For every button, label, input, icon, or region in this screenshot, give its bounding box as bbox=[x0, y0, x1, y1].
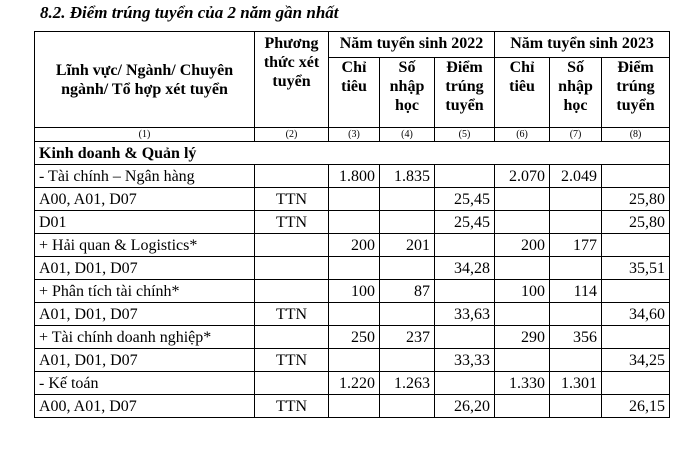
quota-2022: 200 bbox=[329, 234, 380, 257]
quota-2023 bbox=[495, 211, 550, 234]
score-2023 bbox=[602, 165, 670, 188]
score-2022: 25,45 bbox=[435, 188, 495, 211]
row-method bbox=[255, 234, 329, 257]
quota-2022 bbox=[329, 257, 380, 280]
section-title: Kinh doanh & Quản lý bbox=[35, 142, 670, 165]
col-number: (1) bbox=[35, 128, 255, 142]
table-row bbox=[35, 211, 670, 234]
enrolled-2022: 237 bbox=[380, 326, 435, 349]
enrolled-2023 bbox=[550, 395, 602, 418]
quota-2023 bbox=[495, 395, 550, 418]
enrolled-2022 bbox=[380, 395, 435, 418]
score-2023: 35,51 bbox=[602, 257, 670, 280]
admission-score-table bbox=[34, 31, 670, 418]
row-method: TTN bbox=[255, 211, 329, 234]
section-row bbox=[35, 142, 670, 165]
header-year-2022: Năm tuyển sinh 2022 bbox=[329, 32, 495, 58]
score-2023 bbox=[602, 280, 670, 303]
col-number: (3) bbox=[329, 128, 380, 142]
header-enrolled-2023: Số nhập học bbox=[550, 58, 602, 128]
row-name: + Tài chính doanh nghiệp* bbox=[35, 326, 255, 349]
quota-2022 bbox=[329, 395, 380, 418]
score-2022: 33,63 bbox=[435, 303, 495, 326]
row-method: TTN bbox=[255, 188, 329, 211]
col-number: (8) bbox=[602, 128, 670, 142]
enrolled-2023: 114 bbox=[550, 280, 602, 303]
row-name: D01 bbox=[35, 211, 255, 234]
quota-2022: 1.220 bbox=[329, 372, 380, 395]
header-score-2022: Điểm trúng tuyển bbox=[435, 58, 495, 128]
section-heading: 8.2. Điểm trúng tuyển của 2 năm gần nhất bbox=[40, 3, 339, 22]
enrolled-2022 bbox=[380, 257, 435, 280]
score-2023: 26,15 bbox=[602, 395, 670, 418]
score-2023 bbox=[602, 326, 670, 349]
table-row bbox=[35, 234, 670, 257]
row-name: A01, D01, D07 bbox=[35, 349, 255, 372]
enrolled-2023 bbox=[550, 211, 602, 234]
header-score-2023: Điểm trúng tuyển bbox=[602, 58, 670, 128]
row-name: A01, D01, D07 bbox=[35, 303, 255, 326]
row-method bbox=[255, 165, 329, 188]
row-name: + Hải quan & Logistics* bbox=[35, 234, 255, 257]
enrolled-2023: 1.301 bbox=[550, 372, 602, 395]
score-2022: 34,28 bbox=[435, 257, 495, 280]
table-row bbox=[35, 188, 670, 211]
enrolled-2023 bbox=[550, 303, 602, 326]
quota-2023 bbox=[495, 349, 550, 372]
header-method: Phương thức xét tuyển bbox=[255, 32, 329, 128]
row-method bbox=[255, 326, 329, 349]
row-method bbox=[255, 280, 329, 303]
quota-2022: 250 bbox=[329, 326, 380, 349]
table-row bbox=[35, 349, 670, 372]
column-number-row bbox=[35, 128, 670, 142]
quota-2023: 100 bbox=[495, 280, 550, 303]
table-row bbox=[35, 303, 670, 326]
score-2022 bbox=[435, 280, 495, 303]
enrolled-2023: 2.049 bbox=[550, 165, 602, 188]
table-row bbox=[35, 257, 670, 280]
table-row bbox=[35, 280, 670, 303]
score-2022 bbox=[435, 165, 495, 188]
header-quota-2023: Chỉ tiêu bbox=[495, 58, 550, 128]
score-2023 bbox=[602, 372, 670, 395]
score-2023: 34,25 bbox=[602, 349, 670, 372]
col-number: (5) bbox=[435, 128, 495, 142]
header-field: Lĩnh vực/ Ngành/ Chuyên ngành/ Tổ hợp xét tuyển bbox=[35, 32, 255, 128]
quota-2023 bbox=[495, 188, 550, 211]
header-enrolled-2022: Số nhập học bbox=[380, 58, 435, 128]
row-name: A00, A01, D07 bbox=[35, 188, 255, 211]
header-quota-2022: Chỉ tiêu bbox=[329, 58, 380, 128]
row-name: A00, A01, D07 bbox=[35, 395, 255, 418]
enrolled-2023 bbox=[550, 257, 602, 280]
enrolled-2022 bbox=[380, 211, 435, 234]
table-row bbox=[35, 372, 670, 395]
enrolled-2023 bbox=[550, 349, 602, 372]
col-number: (4) bbox=[380, 128, 435, 142]
quota-2023: 200 bbox=[495, 234, 550, 257]
enrolled-2022 bbox=[380, 188, 435, 211]
row-name: + Phân tích tài chính* bbox=[35, 280, 255, 303]
enrolled-2022 bbox=[380, 349, 435, 372]
col-number: (2) bbox=[255, 128, 329, 142]
enrolled-2022 bbox=[380, 303, 435, 326]
row-method bbox=[255, 257, 329, 280]
enrolled-2022: 201 bbox=[380, 234, 435, 257]
score-2022 bbox=[435, 372, 495, 395]
quota-2022: 1.800 bbox=[329, 165, 380, 188]
quota-2023: 290 bbox=[495, 326, 550, 349]
row-method: TTN bbox=[255, 303, 329, 326]
quota-2022 bbox=[329, 211, 380, 234]
enrolled-2022: 87 bbox=[380, 280, 435, 303]
enrolled-2023 bbox=[550, 188, 602, 211]
col-number: (7) bbox=[550, 128, 602, 142]
score-2022: 33,33 bbox=[435, 349, 495, 372]
quota-2022 bbox=[329, 188, 380, 211]
row-name: A01, D01, D07 bbox=[35, 257, 255, 280]
row-method: TTN bbox=[255, 395, 329, 418]
row-method bbox=[255, 372, 329, 395]
score-2023 bbox=[602, 234, 670, 257]
row-name: - Tài chính – Ngân hàng bbox=[35, 165, 255, 188]
enrolled-2022: 1.263 bbox=[380, 372, 435, 395]
enrolled-2022: 1.835 bbox=[380, 165, 435, 188]
score-2022 bbox=[435, 326, 495, 349]
score-2022 bbox=[435, 234, 495, 257]
enrolled-2023: 177 bbox=[550, 234, 602, 257]
quota-2022: 100 bbox=[329, 280, 380, 303]
enrolled-2023: 356 bbox=[550, 326, 602, 349]
quota-2023: 1.330 bbox=[495, 372, 550, 395]
score-2023: 34,60 bbox=[602, 303, 670, 326]
col-number: (6) bbox=[495, 128, 550, 142]
quota-2022 bbox=[329, 349, 380, 372]
quota-2023 bbox=[495, 257, 550, 280]
header-year-2023: Năm tuyển sinh 2023 bbox=[495, 32, 670, 58]
score-2022: 25,45 bbox=[435, 211, 495, 234]
score-2023: 25,80 bbox=[602, 211, 670, 234]
score-2023: 25,80 bbox=[602, 188, 670, 211]
quota-2022 bbox=[329, 303, 380, 326]
table-row bbox=[35, 326, 670, 349]
row-method: TTN bbox=[255, 349, 329, 372]
table-row bbox=[35, 165, 670, 188]
row-name: - Kế toán bbox=[35, 372, 255, 395]
table-row bbox=[35, 395, 670, 418]
quota-2023: 2.070 bbox=[495, 165, 550, 188]
score-2022: 26,20 bbox=[435, 395, 495, 418]
quota-2023 bbox=[495, 303, 550, 326]
